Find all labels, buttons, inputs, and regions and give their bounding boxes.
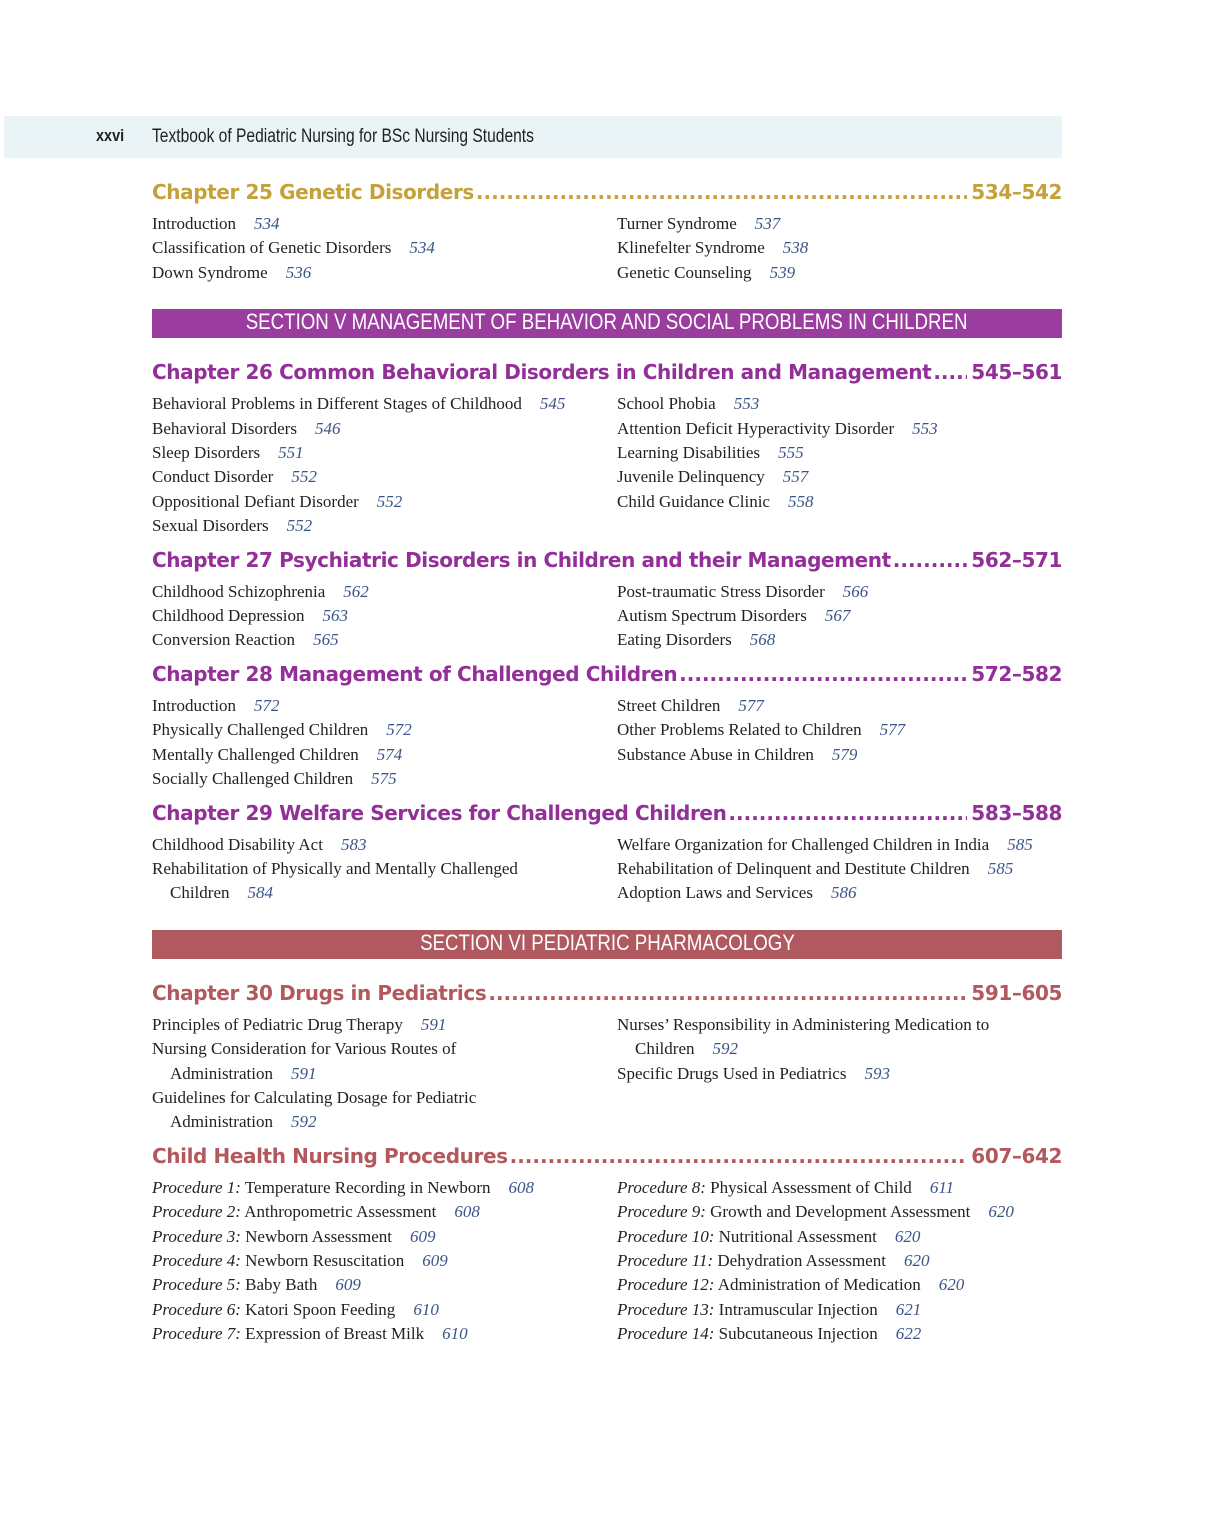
chapter-page-range: 607–642 [971,1143,1062,1168]
topic-page-number: 611 [929,1177,955,1197]
topic-title: Sleep Disorders [152,443,261,463]
procedure-number: Procedure 12: [617,1275,715,1295]
topic-page-number: 567 [824,606,851,626]
topic-entry[interactable] [152,490,617,514]
topic-page-number: 562 [343,581,369,601]
topic-entry[interactable] [152,743,617,767]
topic-title: Klinefelter Syndrome [617,238,765,258]
topic-page-number: 577 [738,695,764,715]
chapter-entry [152,180,1062,285]
topic-title: Adoption Laws and Services [617,883,813,903]
chapter-title-line[interactable] [152,662,1062,688]
procedure-number: Procedure 5: [152,1275,241,1295]
topic-entry[interactable] [152,1298,617,1322]
chapter-title: Child Health Nursing Procedures [152,1143,508,1168]
topic-title: Classification of Genetic Disorders [152,238,392,258]
topic-page-number: 563 [322,606,349,626]
topic-page-number: 586 [830,883,857,903]
topic-page-number: 551 [278,443,304,463]
topic-title: Post-traumatic Stress Disorder [617,581,825,601]
topic-page-number: 572 [386,720,412,740]
topic-title: Genetic Counseling [617,262,752,282]
procedure-number: Procedure 7: [152,1324,241,1344]
topic-entry[interactable] [617,1225,1062,1249]
topic-page-number: 572 [254,695,280,715]
topic-title: School Phobia [617,394,716,414]
topic-column-right [617,580,1062,653]
topic-page-number: 591 [420,1014,447,1034]
leader-dots [476,180,967,204]
topic-entry[interactable] [152,628,617,652]
chapter-page-range: 591–605 [971,980,1062,1005]
topic-columns [152,1176,1062,1347]
topic-page-number: 538 [782,238,809,258]
topic-title: Childhood Disability Act [152,834,323,854]
topic-title-continuation [617,1037,1062,1061]
topic-entry[interactable] [617,236,1062,260]
topic-page-number: 610 [413,1299,439,1319]
topic-entry[interactable] [152,1249,617,1273]
table-of-contents [152,180,1062,1356]
chapter-title-line[interactable] [152,360,1062,386]
topic-title: Anthropometric Assessment [240,1202,437,1222]
topic-page-number: 591 [290,1063,317,1083]
leader-dots [488,981,967,1005]
topic-page-number: 579 [831,744,858,764]
leader-dots [510,1144,968,1168]
topic-title: Physically Challenged Children [152,720,369,740]
topic-title: Substance Abuse in Children [617,744,814,764]
topic-column-left [152,392,617,538]
topic-page-number: 592 [290,1112,317,1132]
chapter-title-line[interactable] [152,180,1062,206]
topic-entry[interactable] [152,212,617,236]
topic-title-cont: Administration [170,1063,273,1083]
topic-page-number: 565 [313,630,339,650]
topic-title: Street Children [617,695,721,715]
topic-page-number: 583 [340,834,367,854]
topic-page-number: 593 [864,1063,890,1083]
topic-title: Other Problems Related to Children [617,720,862,740]
topic-page-number: 534 [254,214,280,233]
topic-column-left [152,694,617,792]
section-title: SECTION V MANAGEMENT OF BEHAVIOR AND SOCIAL PROBLEMS IN CHILDREN [246,309,968,335]
topic-entry[interactable] [617,417,1062,441]
leader-dots [893,548,968,572]
topic-page-number: 537 [754,214,781,233]
chapter-title: Chapter 27 Psychiatric Disorders in Children and their Management [152,547,891,572]
topic-page-number: 552 [286,516,313,536]
topic-page-number: 620 [988,1202,1014,1222]
topic-entry[interactable] [152,1200,617,1224]
topic-entry[interactable] [617,261,1062,285]
leader-dots [933,360,967,384]
topic-title: Behavioral Disorders [152,418,297,438]
topic-page-number: 534 [409,238,435,258]
topic-page-number: 592 [712,1039,738,1059]
topic-entry[interactable] [152,767,617,791]
topic-column-left [152,833,617,906]
topic-title: Autism Spectrum Disorders [617,606,807,626]
topic-title: Physical Assessment of Child [705,1177,912,1197]
chapter-page-range: 562–571 [971,547,1062,572]
topic-entry[interactable] [152,694,617,718]
topic-page-number: 536 [285,262,312,282]
topic-entry[interactable] [617,628,1062,652]
topic-entry[interactable] [152,441,617,465]
topic-column-right [617,1013,1062,1135]
topic-page-number: 585 [987,858,1014,878]
chapter-entry [152,1144,1062,1347]
section-heading [152,309,1062,338]
chapter-page-range: 545–561 [971,360,1062,385]
topic-column-left [152,212,617,285]
topic-title: Baby Bath [240,1275,318,1295]
topic-title: Attention Deficit Hyperactivity Disorder [617,418,895,438]
chapter-page-range: 534–542 [971,180,1062,204]
topic-column-right [617,212,1062,285]
procedure-number: Procedure 14: [617,1324,715,1344]
topic-title: Child Guidance Clinic [617,491,770,511]
chapter-title: Chapter 30 Drugs in Pediatrics [152,980,487,1005]
leader-dots [728,801,967,825]
topic-title: Rehabilitation of Delinquent and Destitute Children [617,858,970,878]
topic-page-number: 609 [335,1275,361,1295]
topic-title: Guidelines for Calculating Dosage for Pediatric [152,1087,477,1107]
chapter-page-range: 572–582 [971,661,1062,686]
topic-title: Dehydration Assessment [713,1250,886,1270]
topic-column-left [152,1013,617,1135]
topic-entry[interactable] [617,1200,1062,1224]
topic-title: Nursing Consideration for Various Routes of [152,1039,457,1059]
topic-column-right [617,833,1062,906]
topic-title: Newborn Resuscitation [240,1250,405,1270]
topic-title: Expression of Breast Milk [240,1324,425,1344]
topic-page-number: 546 [314,418,341,438]
topic-title: Down Syndrome [152,262,268,282]
topic-title: Sexual Disorders [152,516,269,536]
topic-columns [152,392,1062,538]
topic-entry[interactable] [617,718,1062,742]
topic-entry[interactable] [152,465,617,489]
chapter-title: Chapter 25 Genetic Disorders [152,180,474,204]
topic-entry[interactable] [152,1037,617,1086]
topic-title: Welfare Organization for Challenged Children in India [617,834,990,854]
topic-entry[interactable] [152,1013,617,1037]
procedure-number: Procedure 8: [617,1177,706,1197]
topic-page-number: 575 [371,769,397,789]
topic-page-number: 577 [879,720,906,740]
topic-entry[interactable] [152,580,617,604]
topic-title: Eating Disorders [617,630,732,650]
topic-entry[interactable] [617,1273,1062,1297]
topic-entry[interactable] [617,580,1062,604]
topic-entry[interactable] [152,236,617,260]
chapter-page-range: 583–588 [971,800,1062,825]
topic-page-number: 545 [539,394,566,414]
topic-columns [152,580,1062,653]
topic-page-number: 555 [778,443,804,463]
page-number-folio: xxvi [96,126,125,145]
procedure-number: Procedure 13: [617,1299,715,1319]
topic-title: Katori Spoon Feeding [240,1299,396,1319]
topic-title: Introduction [152,214,237,233]
chapter-entry [152,662,1062,792]
chapter-entry [152,801,1062,906]
topic-page-number: 621 [895,1299,922,1319]
topic-entry[interactable] [617,743,1062,767]
topic-page-number: 539 [769,262,796,282]
chapter-entry [152,548,1062,653]
procedure-number: Procedure 1: [152,1177,241,1197]
topic-title-cont: Children [170,883,230,903]
topic-page-number: 620 [938,1275,965,1295]
topic-page-number: 557 [782,467,809,487]
topic-page-number: 552 [291,467,317,487]
chapter-title: Chapter 26 Common Behavioral Disorders in Children and Management [152,360,932,385]
topic-entry[interactable] [617,1249,1062,1273]
topic-page-number: 609 [422,1250,448,1270]
topic-entry[interactable] [617,881,1062,905]
topic-entry[interactable] [152,514,617,538]
topic-entry[interactable] [152,1176,617,1200]
topic-title: Juvenile Delinquency [617,467,765,487]
procedure-number: Procedure 9: [617,1202,706,1222]
topic-page-number: 553 [912,418,938,438]
topic-page-number: 620 [894,1226,921,1246]
chapter-title: Chapter 28 Management of Challenged Children [152,661,678,686]
topic-title-cont: Administration [170,1112,273,1132]
topic-entry[interactable] [617,604,1062,628]
chapter-entry [152,981,1062,1135]
topic-page-number: 585 [1007,834,1033,854]
topic-page-number: 609 [410,1226,436,1246]
topic-title: Principles of Pediatric Drug Therapy [152,1014,403,1034]
section-heading [152,930,1062,959]
topic-page-number: 553 [733,394,760,414]
topic-columns [152,694,1062,792]
topic-entry[interactable] [617,694,1062,718]
chapter-title: Chapter 29 Welfare Services for Challenged Children [152,800,727,825]
chapter-entry [152,360,1062,538]
topic-entry[interactable] [617,212,1062,236]
topic-title: Socially Challenged Children [152,769,354,789]
topic-column-right [617,694,1062,792]
topic-entry[interactable] [152,417,617,441]
chapter-title-line[interactable] [152,1144,1062,1170]
topic-entry[interactable] [617,857,1062,881]
topic-title-continuation [152,881,617,905]
topic-page-number: 622 [895,1324,922,1344]
topic-title: Turner Syndrome [617,214,737,233]
topic-title: Behavioral Problems in Different Stages of Childhood [152,394,522,414]
topic-title: Nutritional Assessment [714,1226,877,1246]
topic-entry[interactable] [152,833,617,857]
topic-entry[interactable] [617,1298,1062,1322]
topic-title: Conversion Reaction [152,630,296,650]
topic-entry[interactable] [152,718,617,742]
topic-entry[interactable] [152,1086,617,1135]
topic-title: Specific Drugs Used in Pediatrics [617,1063,847,1083]
topic-columns [152,212,1062,285]
topic-title: Subcutaneous Injection [714,1324,878,1344]
topic-title: Temperature Recording in Newborn [240,1177,491,1197]
running-header-title: Textbook of Pediatric Nursing for BSc Nursing Students [152,126,534,147]
topic-title: Rehabilitation of Physically and Mentally Challenged [152,858,518,878]
topic-page-number: 608 [454,1202,480,1222]
topic-title: Childhood Schizophrenia [152,581,326,601]
topic-title: Mentally Challenged Children [152,744,359,764]
topic-column-left [152,1176,617,1347]
topic-entry[interactable] [152,261,617,285]
topic-entry[interactable] [152,1273,617,1297]
topic-entry[interactable] [617,441,1062,465]
topic-columns [152,833,1062,906]
procedure-number: Procedure 6: [152,1299,241,1319]
topic-page-number: 610 [442,1324,468,1344]
chapter-title-line[interactable] [152,548,1062,574]
topic-entry[interactable] [617,1062,1062,1086]
topic-entry[interactable] [617,1013,1062,1062]
topic-page-number: 566 [842,581,869,601]
topic-page-number: 568 [749,630,776,650]
procedure-number: Procedure 4: [152,1250,241,1270]
topic-title: Childhood Depression [152,606,305,626]
topic-columns [152,1013,1062,1135]
topic-page-number: 608 [508,1177,535,1197]
topic-page-number: 620 [903,1250,930,1270]
leader-dots [679,662,967,686]
topic-title: Administration of Medication [714,1275,921,1295]
topic-column-left [152,580,617,653]
topic-title: Nurses’ Responsibility in Administering Medication to [617,1014,990,1034]
topic-title: Oppositional Defiant Disorder [152,491,359,511]
topic-title: Intramuscular Injection [714,1299,878,1319]
topic-entry[interactable] [152,1225,617,1249]
chapter-title-line[interactable] [152,801,1062,827]
procedure-number: Procedure 2: [152,1202,241,1222]
topic-entry[interactable] [152,1322,617,1346]
procedure-number: Procedure 3: [152,1226,241,1246]
topic-entry[interactable] [152,392,617,416]
topic-entry[interactable] [617,465,1062,489]
topic-entry[interactable] [617,392,1062,416]
topic-entry[interactable] [617,833,1062,857]
topic-title: Newborn Assessment [240,1226,393,1246]
chapter-title-line[interactable] [152,981,1062,1007]
topic-entry[interactable] [617,1176,1062,1200]
topic-entry[interactable] [617,490,1062,514]
topic-title: Introduction [152,695,237,715]
topic-page-number: 574 [376,744,403,764]
topic-page-number: 584 [247,883,273,903]
topic-column-right [617,1176,1062,1347]
topic-page-number: 552 [376,491,403,511]
topic-title: Growth and Development Assessment [705,1202,971,1222]
topic-entry[interactable] [617,1322,1062,1346]
topic-title: Learning Disabilities [617,443,761,463]
topic-title: Conduct Disorder [152,467,274,487]
topic-title-continuation [152,1110,617,1134]
topic-page-number: 558 [787,491,814,511]
topic-title-continuation [152,1062,617,1086]
topic-entry[interactable] [152,857,617,906]
topic-column-right [617,392,1062,538]
topic-title-cont: Children [635,1039,695,1059]
procedure-number: Procedure 11: [617,1250,714,1270]
section-title: SECTION VI PEDIATRIC PHARMACOLOGY [419,929,795,955]
topic-entry[interactable] [152,604,617,628]
procedure-number: Procedure 10: [617,1226,715,1246]
